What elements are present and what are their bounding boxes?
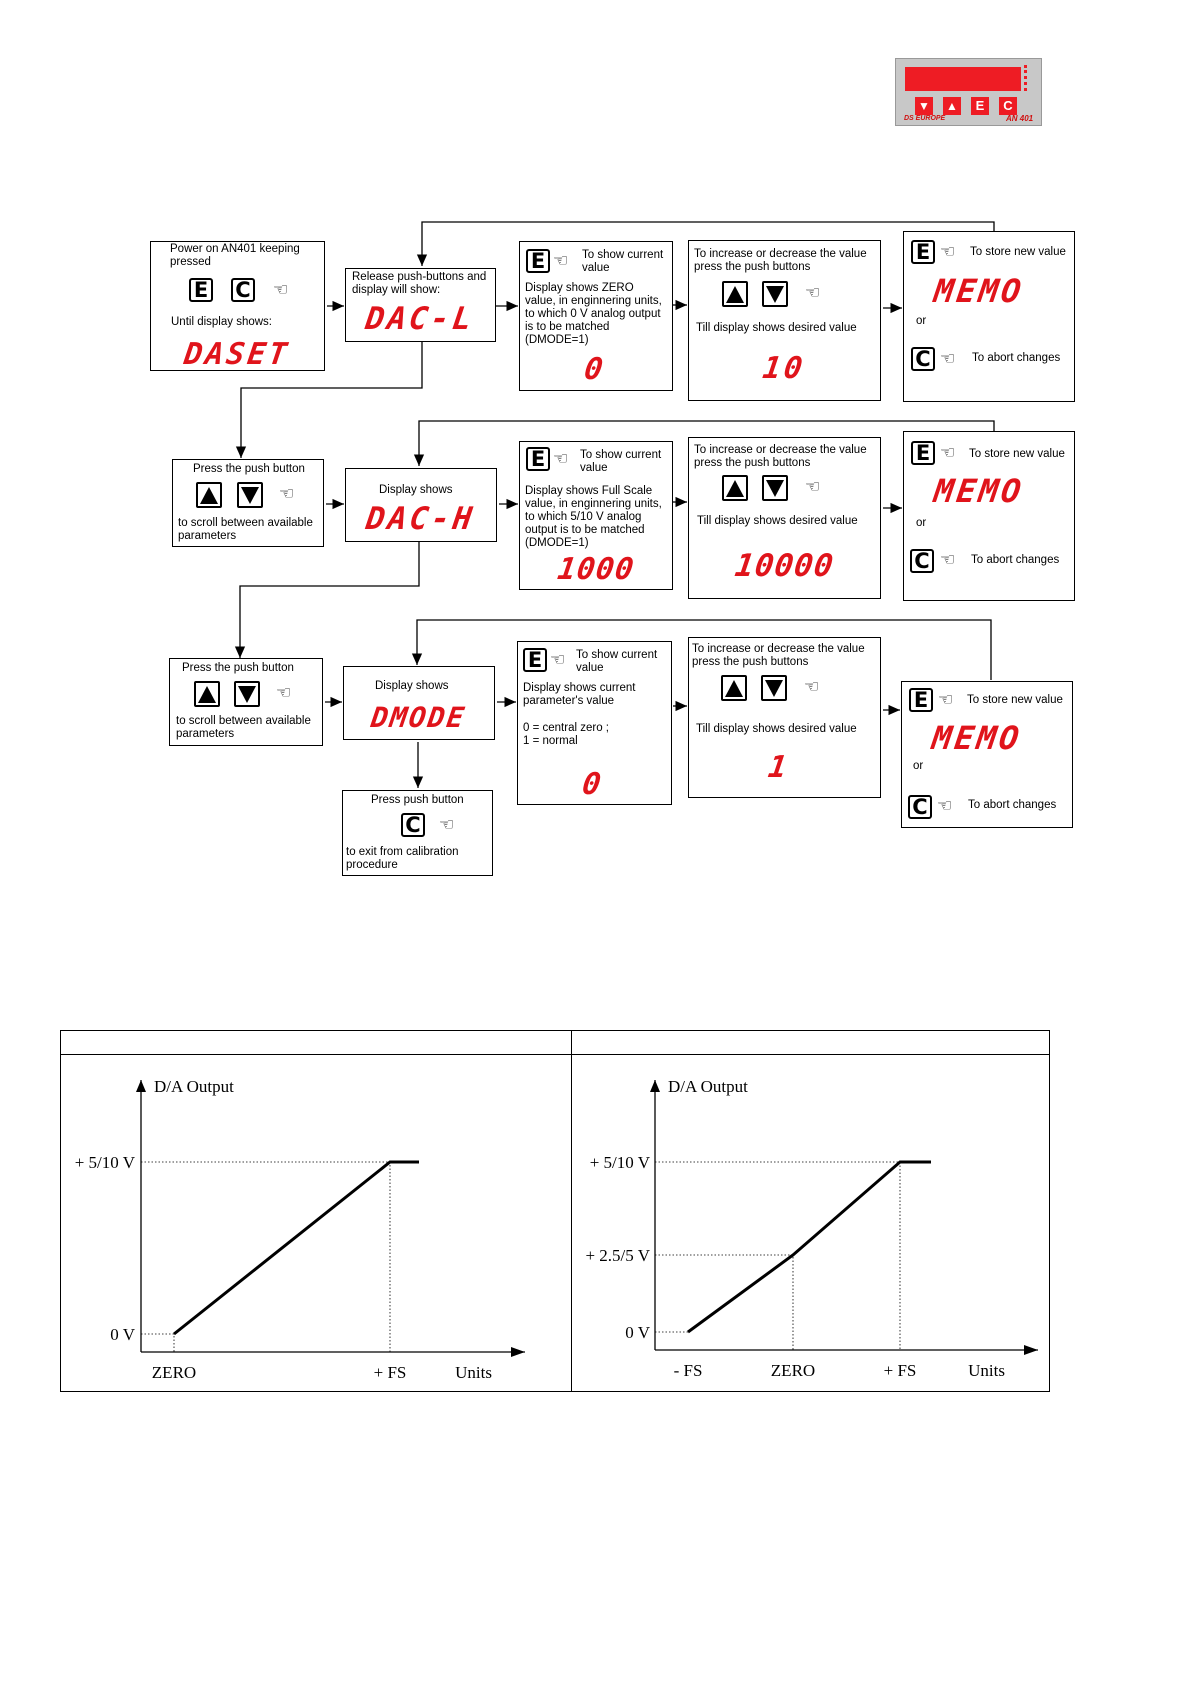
adjust-box — [688, 240, 881, 401]
adjust-box — [688, 437, 881, 599]
store-box — [903, 431, 1075, 601]
logo-key-down: ▼ — [915, 97, 933, 115]
fs-show-box — [519, 441, 673, 590]
store-box — [901, 681, 1073, 828]
x-tick-label: + FS — [373, 1363, 407, 1382]
up-arrow-icon — [722, 281, 748, 307]
logo-brand: DS EUROPE — [904, 115, 946, 122]
scroll-caption: to scroll between available parameters — [176, 715, 311, 740]
logo-key-up: ▲ — [943, 97, 961, 115]
y-axis-label: D/A Output — [668, 1077, 748, 1096]
table-divider — [571, 1031, 572, 1391]
dac-h-box — [345, 468, 497, 542]
dmode-options: 0 = central zero ; 1 = normal — [523, 722, 609, 747]
e-key-icon: E — [189, 278, 213, 302]
chart-table — [60, 1030, 1050, 1392]
c-key-icon: C — [908, 795, 932, 819]
start-text: Power on AN401 keeping pressed — [170, 243, 300, 268]
y-tick-label: + 5/10 V — [74, 1153, 135, 1172]
or-text: or — [916, 315, 927, 327]
c-key-icon: C — [910, 549, 934, 573]
down-arrow-icon — [762, 281, 788, 307]
dmode-show-box — [517, 641, 672, 805]
fs-desc: Display shows Full Scale value, in enginnering units, to which 5/10 V analog output is to be matched (DMODE=1) — [525, 485, 662, 549]
adjust-text: To increase or decrease the value press the push buttons — [694, 444, 867, 469]
c-key-icon: C — [911, 347, 935, 371]
abort-caption: To abort changes — [971, 554, 1060, 566]
start-box — [150, 241, 325, 371]
e-key-icon: E — [909, 688, 933, 712]
hand-icon: ☜ — [276, 683, 292, 703]
hand-icon: ☜ — [439, 815, 455, 835]
hand-icon: ☜ — [805, 477, 821, 497]
up-arrow-icon — [722, 475, 748, 501]
release-text: Release push-buttons and display will show: — [352, 271, 487, 296]
display-dmode-value: 0 — [580, 767, 606, 802]
y-tick-label: + 5/10 V — [589, 1153, 650, 1172]
e-caption: To show current value — [582, 249, 664, 274]
or-text: or — [913, 760, 924, 772]
or-text: or — [916, 517, 927, 529]
hand-icon: ☜ — [550, 650, 566, 670]
hand-icon: ☜ — [938, 690, 954, 710]
release-box — [345, 268, 496, 342]
c-key-icon: C — [231, 278, 255, 302]
display-desired-value: 10000 — [732, 548, 837, 584]
y-tick-label: 0 V — [110, 1325, 135, 1344]
display-daset: DASET — [181, 337, 293, 372]
logo-key-e: E — [971, 97, 989, 115]
scroll-box — [169, 658, 323, 746]
hand-icon: ☜ — [273, 280, 289, 300]
store-caption: To store new value — [967, 694, 1063, 706]
x-axis-label: Units — [455, 1363, 492, 1382]
dmode-box — [343, 666, 495, 740]
hand-icon: ☜ — [940, 443, 956, 463]
table-header-row — [61, 1054, 1049, 1055]
y-tick-label: + 2.5/5 V — [585, 1246, 650, 1265]
store-caption: To store new value — [969, 448, 1065, 460]
down-arrow-icon — [237, 482, 263, 508]
up-arrow-icon — [721, 675, 747, 701]
scroll-box — [172, 459, 324, 547]
adjust-box — [688, 637, 881, 798]
x-tick-label: - FS — [673, 1361, 703, 1380]
till-text: Till display shows desired value — [697, 515, 858, 527]
hand-icon: ☜ — [279, 484, 295, 504]
hand-icon: ☜ — [805, 283, 821, 303]
scroll-caption: to scroll between available parameters — [178, 517, 313, 542]
hand-icon: ☜ — [553, 251, 569, 271]
abort-caption: To abort changes — [968, 799, 1057, 811]
scroll-text: Press the push button — [193, 463, 305, 475]
e-key-icon: E — [523, 648, 547, 672]
zero-show-box — [519, 241, 673, 391]
adjust-text: To increase or decrease the value press the push buttons — [692, 643, 865, 668]
till-text: Till display shows desired value — [696, 322, 857, 334]
till-text: Till display shows desired value — [696, 723, 857, 735]
e-caption: To show current value — [580, 449, 662, 474]
hand-icon: ☜ — [804, 677, 820, 697]
display-memo: MEMO — [931, 272, 1027, 310]
display-dac-h: DAC-H — [363, 501, 478, 537]
x-tick-label: ZERO — [770, 1361, 816, 1380]
down-arrow-icon — [762, 475, 788, 501]
c-key-icon: C — [401, 813, 425, 837]
e-key-icon: E — [911, 441, 935, 465]
up-arrow-icon — [196, 482, 222, 508]
logo-key-c: C — [999, 97, 1017, 115]
hand-icon: ☜ — [940, 349, 956, 369]
hand-icon: ☜ — [940, 242, 956, 262]
x-axis-label: Units — [968, 1361, 1005, 1380]
y-axis-label: D/A Output — [154, 1077, 234, 1096]
scroll-text: Press the push button — [182, 662, 294, 674]
store-box — [903, 231, 1075, 402]
display-zero-value: 0 — [582, 352, 608, 387]
down-arrow-icon — [234, 681, 260, 707]
y-tick-label: 0 V — [625, 1323, 650, 1342]
e-caption: To show current value — [576, 649, 658, 674]
dmode-desc: Display shows current parameter's value — [523, 682, 636, 707]
logo-model: AN 401 — [1006, 114, 1034, 123]
exit-text: Press push button — [371, 794, 464, 806]
zero-desc: Display shows ZERO value, in enginnering units, to which 0 V analog output is to be matched (DMODE=1) — [525, 282, 662, 346]
hand-icon: ☜ — [553, 449, 569, 469]
display-shows-text: Display shows — [375, 680, 449, 692]
hand-icon: ☜ — [940, 550, 956, 570]
down-arrow-icon — [761, 675, 787, 701]
until-text: Until display shows: — [171, 316, 272, 328]
store-caption: To store new value — [970, 246, 1066, 258]
hand-icon: ☜ — [937, 796, 953, 816]
exit-box — [342, 790, 493, 876]
display-dac-l: DAC-L — [363, 301, 477, 337]
e-key-icon: E — [911, 240, 935, 264]
adjust-text: To increase or decrease the value press the push buttons — [694, 248, 867, 273]
display-desired-value: 1 — [766, 750, 792, 785]
display-memo: MEMO — [929, 719, 1025, 757]
display-memo: MEMO — [931, 472, 1027, 510]
exit-caption: to exit from calibration procedure — [346, 846, 459, 871]
e-key-icon: E — [526, 249, 550, 273]
display-dmode: DMODE — [369, 701, 468, 734]
abort-caption: To abort changes — [972, 352, 1061, 364]
display-shows-text: Display shows — [379, 484, 453, 496]
x-tick-label: ZERO — [151, 1363, 197, 1382]
display-fs-value: 1000 — [555, 552, 637, 587]
up-arrow-icon — [194, 681, 220, 707]
display-desired-value: 10 — [760, 351, 808, 386]
x-tick-label: + FS — [883, 1361, 917, 1380]
e-key-icon: E — [526, 447, 550, 471]
